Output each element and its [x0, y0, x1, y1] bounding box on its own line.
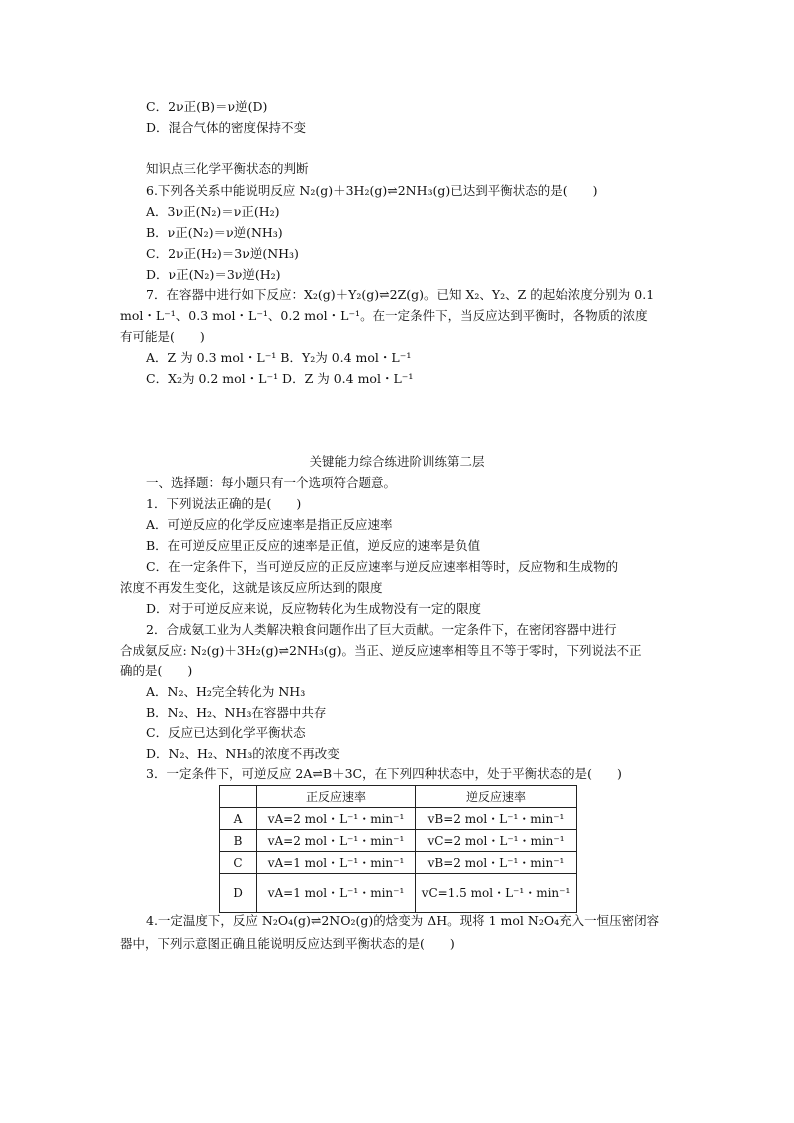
question-2-line1: 2．合成氨工业为人类解决粮食问题作出了巨大贡献。一定条件下，在密闭容器中进行: [146, 622, 617, 637]
section-title: 关键能力综合练进阶训练第二层: [309, 454, 485, 469]
question-3: 3．一定条件下，可逆反应 2A⇌B＋3C，在下列四种状态中，处于平衡状态的是( ): [146, 766, 622, 781]
q7-options-cd: C．X₂为 0.2 mol・L⁻¹ D．Z 为 0.4 mol・L⁻¹: [146, 371, 414, 386]
table-header-blank: [220, 786, 257, 808]
q6-option-a: A．3ν正(N₂)＝ν正(H₂): [146, 204, 280, 219]
table-cell: vA=1 mol・L⁻¹・min⁻¹: [257, 852, 416, 874]
question-6: 6.下列各关系中能说明反应 N₂(g)＋3H₂(g)⇌2NH₃(g)已达到平衡状态的是( ): [146, 183, 598, 198]
question-4-line2: 器中，下列示意图正确且能说明反应达到平衡状态的是( ): [120, 936, 455, 951]
question-4-line1: 4.一定温度下，反应 N₂O₄(g)⇌2NO₂(g)的焓变为 ΔH。现将 1 mol N₂O₄充入一恒压密闭容: [146, 913, 660, 928]
q6-option-d: D．ν正(N₂)＝3ν逆(H₂): [146, 267, 281, 282]
table-cell: D: [220, 874, 257, 913]
question-2-line2: 合成氨反应: N₂(g)＋3H₂(g)⇌2NH₃(g)。当正、逆反应速率相等且不等于零时，下列说法不正: [120, 643, 642, 658]
section-heading: 知识点三化学平衡状态的判断: [146, 161, 309, 176]
q1-option-c-line2: 浓度不再发生变化，这就是该反应所达到的限度: [120, 580, 383, 595]
table-row: [220, 852, 577, 874]
q1-option-c-line1: C．在一定条件下，当可逆反应的正反应速率与逆反应速率相等时，反应物和生成物的: [146, 559, 619, 574]
table-cell: B: [220, 830, 257, 852]
question-7-line2: mol・L⁻¹、0.3 mol・L⁻¹、0.2 mol・L⁻¹。在一定条件下，当反应达到平衡时，各物质的浓度: [120, 308, 648, 323]
q1-option-d: D．对于可逆反应来说，反应物转化为生成物没有一定的限度: [146, 601, 482, 616]
table-cell: C: [220, 852, 257, 874]
table-cell: vB=2 mol・L⁻¹・min⁻¹: [416, 852, 577, 874]
table-cell: vA=2 mol・L⁻¹・min⁻¹: [257, 830, 416, 852]
q1-option-a: A．可逆反应的化学反应速率是指正反应速率: [146, 517, 393, 532]
rate-table: [219, 785, 577, 913]
table-cell: vA=1 mol・L⁻¹・min⁻¹: [257, 874, 416, 913]
question-7-line1: 7．在容器中进行如下反应：X₂(g)＋Y₂(g)⇌2Z(g)。已知 X₂、Y₂、Z 的起始浓度分别为 0.1: [146, 287, 655, 302]
option-c: C．2ν正(B)＝ν逆(D): [146, 99, 268, 114]
question-7-line3: 有可能是( ): [120, 329, 205, 344]
q6-option-c: C．2ν正(H₂)＝3ν逆(NH₃): [146, 246, 299, 261]
q2-option-b: B．N₂、H₂、NH₃在容器中共存: [146, 705, 327, 720]
table-cell: vC=2 mol・L⁻¹・min⁻¹: [416, 830, 577, 852]
q2-option-c: C．反应已达到化学平衡状态: [146, 725, 306, 740]
table-cell: vC=1.5 mol・L⁻¹・min⁻¹: [416, 874, 577, 913]
table-cell: vB=2 mol・L⁻¹・min⁻¹: [416, 808, 577, 830]
table-header-row: [220, 786, 577, 808]
q1-option-b: B．在可逆反应里正反应的速率是正值，逆反应的速率是负值: [146, 538, 481, 553]
part-heading: 一、选择题：每小题只有一个选项符合题意。: [146, 475, 397, 490]
option-d: D．混合气体的密度保持不变: [146, 120, 307, 135]
table-header-forward: 正反应速率: [257, 786, 416, 808]
table-cell: A: [220, 808, 257, 830]
table-row: [220, 830, 577, 852]
table-cell: vA=2 mol・L⁻¹・min⁻¹: [257, 808, 416, 830]
table-header-reverse: 逆反应速率: [416, 786, 577, 808]
q7-options-ab: A．Z 为 0.3 mol・L⁻¹ B．Y₂为 0.4 mol・L⁻¹: [146, 350, 412, 365]
question-1: 1．下列说法正确的是( ): [146, 496, 302, 511]
table-row: [220, 808, 577, 830]
q2-option-a: A．N₂、H₂完全转化为 NH₃: [146, 684, 306, 699]
q6-option-b: B．ν正(N₂)＝ν逆(NH₃): [146, 225, 283, 240]
table-row: [220, 874, 577, 913]
q2-option-d: D．N₂、H₂、NH₃的浓度不再改变: [146, 746, 340, 761]
question-2-line3: 确的是( ): [120, 663, 193, 678]
